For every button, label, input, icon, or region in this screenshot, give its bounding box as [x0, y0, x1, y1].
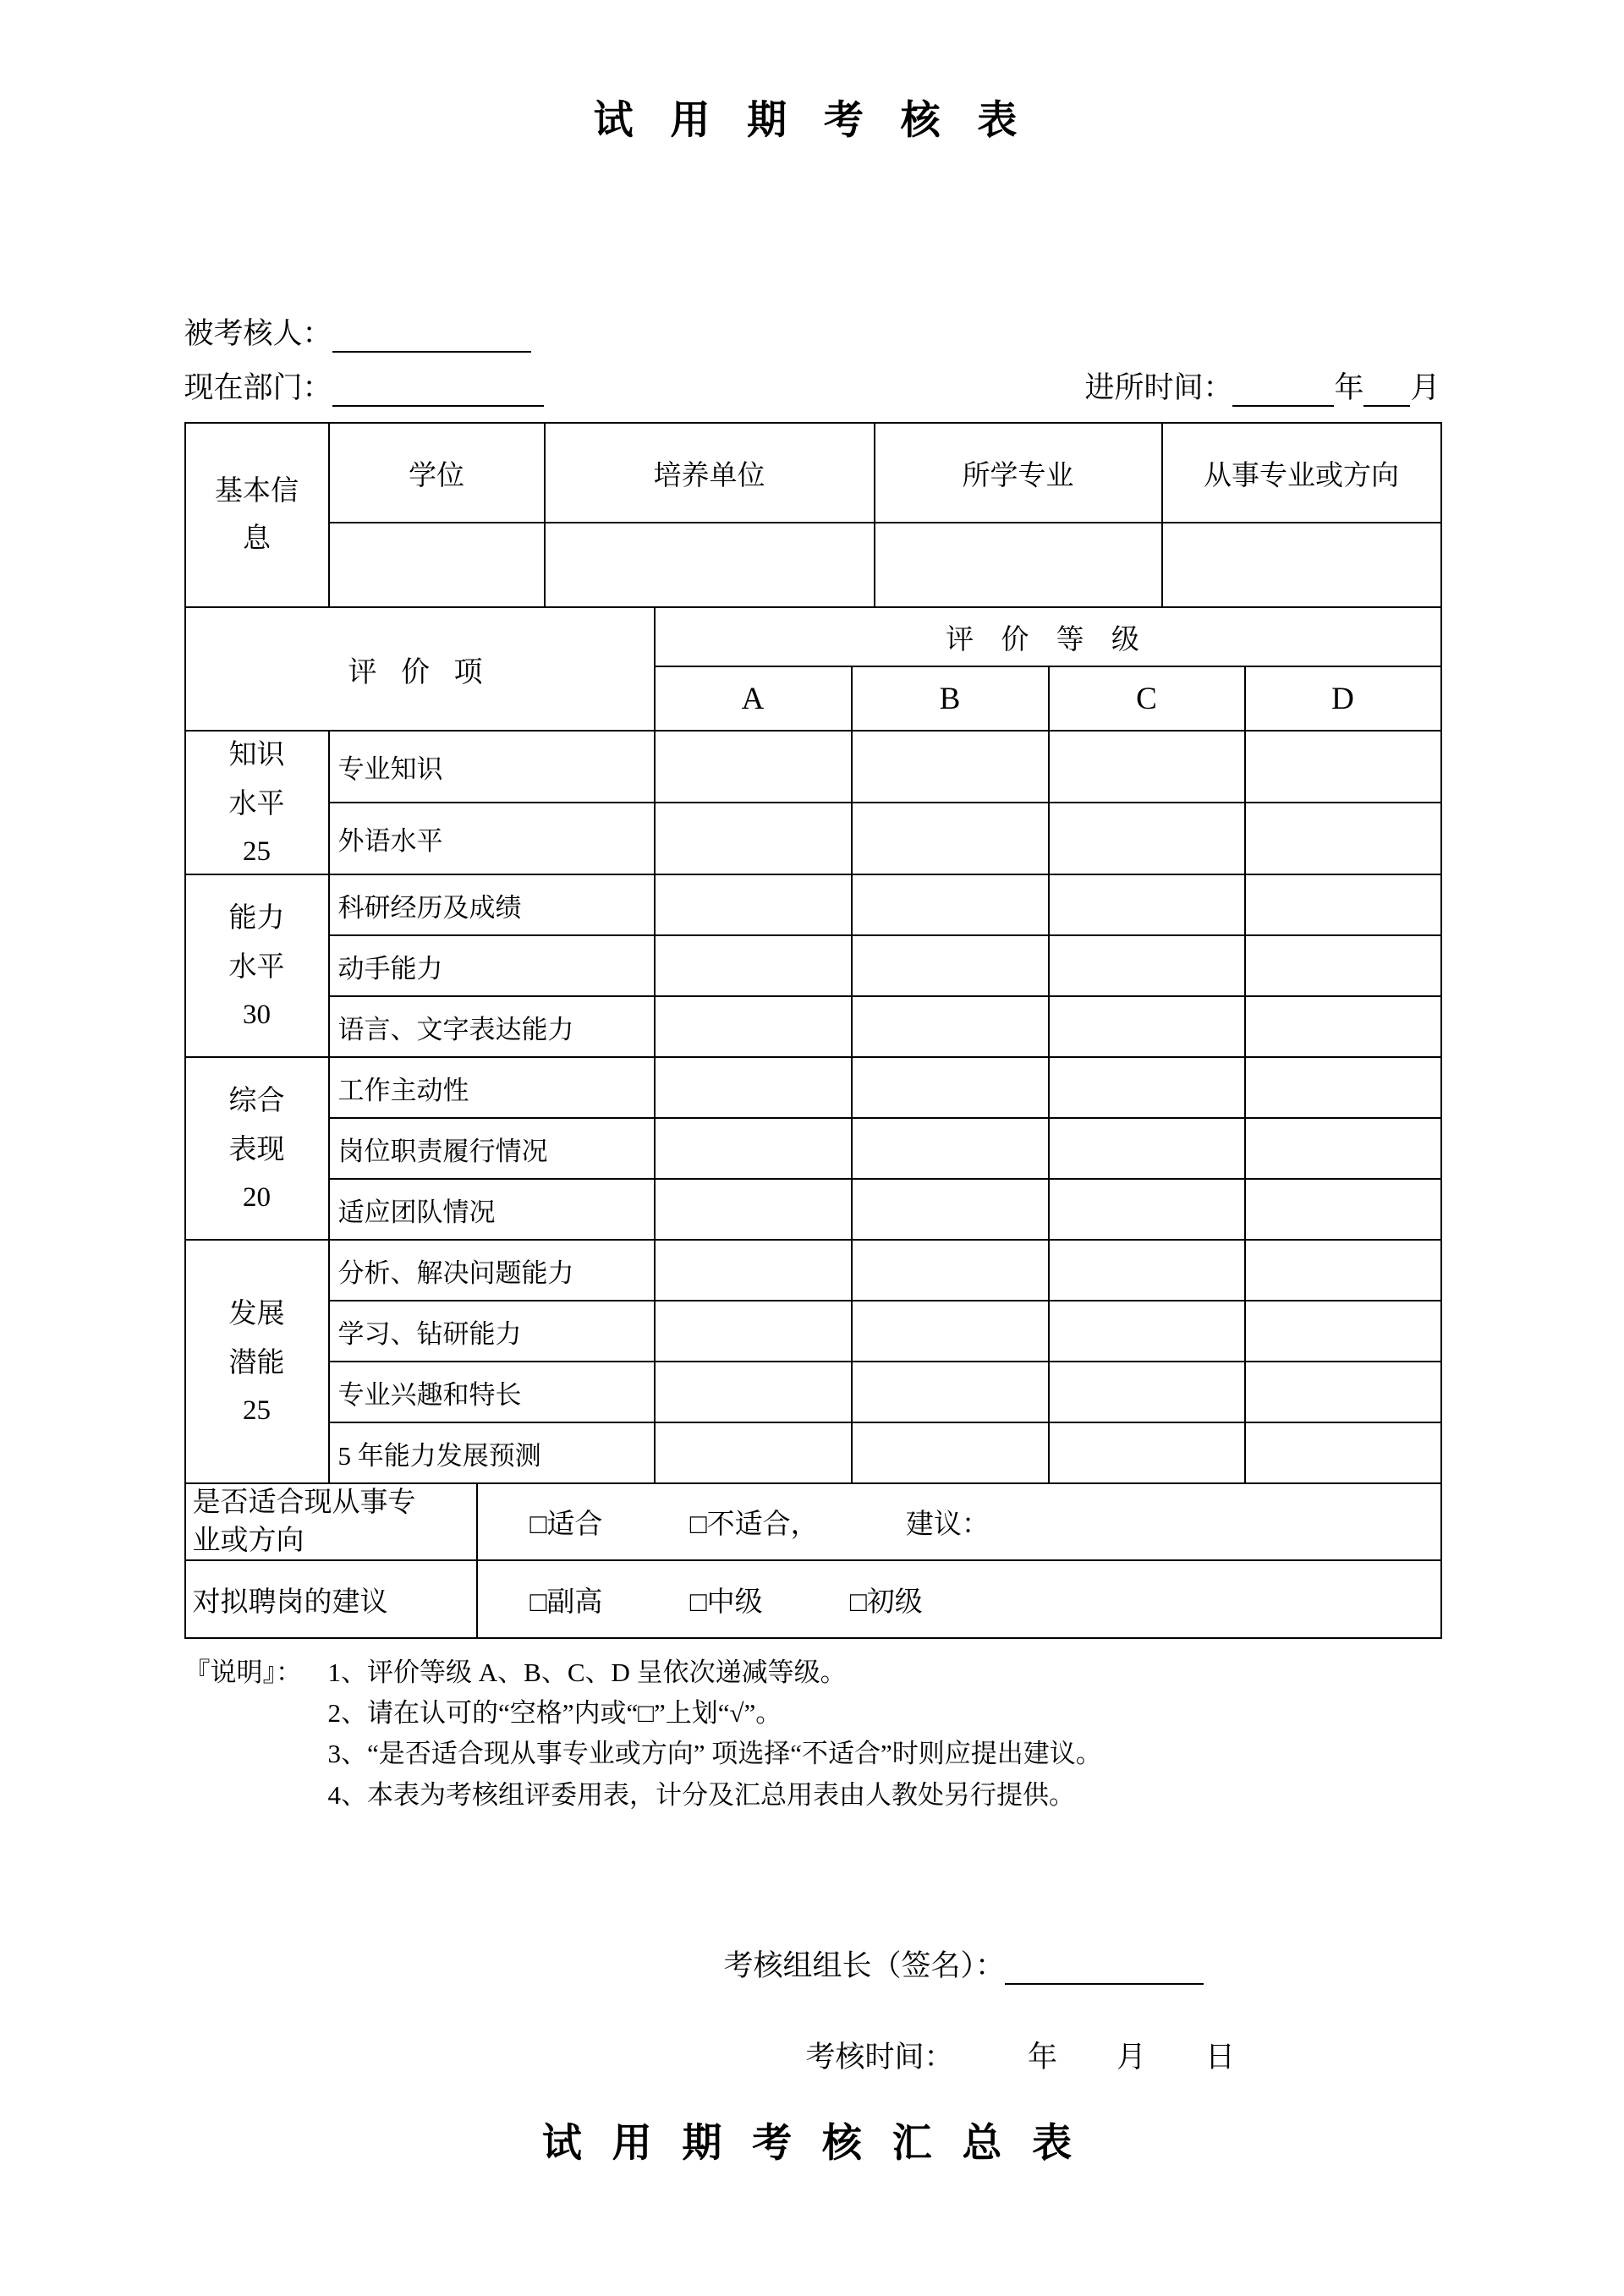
position-suggestion-label: 对拟聘岗的建议	[185, 1560, 477, 1638]
suitability-row	[185, 1483, 1441, 1560]
column-header-direction: 从事专业或方向	[1162, 423, 1441, 523]
rating-cell[interactable]	[1245, 874, 1441, 935]
eval-row	[185, 1301, 1441, 1362]
evaluation-table	[184, 606, 1442, 1484]
month-label: 月	[1410, 371, 1440, 404]
group-label-performance: 综合表现 20	[185, 1057, 329, 1240]
eval-row	[185, 1362, 1441, 1422]
checkbox-option-junior[interactable]: □初级	[849, 1586, 923, 1618]
rating-cell[interactable]	[655, 1362, 852, 1422]
rating-cell[interactable]	[852, 1179, 1049, 1240]
assessment-time-label: 考核时间： 年 月 日	[805, 2040, 1236, 2074]
leader-signature-label: 考核组组长（签名）：	[723, 1948, 1006, 1982]
position-options-cell	[477, 1560, 1441, 1638]
eval-item-label: 适应团队情况	[329, 1179, 655, 1240]
rating-cell[interactable]	[1049, 731, 1245, 803]
checkbox-option-suitable[interactable]: □适合	[529, 1510, 603, 1541]
column-header-major: 所学专业	[875, 423, 1162, 523]
rating-cell[interactable]	[852, 1362, 1049, 1422]
eval-item-label: 语言、文字表达能力	[329, 996, 655, 1057]
rating-cell[interactable]	[655, 935, 852, 996]
rating-cell[interactable]	[1245, 935, 1441, 996]
entry-year-blank-line[interactable]	[1232, 375, 1334, 407]
checkbox-option-unsuitable[interactable]: □不适合，	[689, 1510, 819, 1541]
eval-grade-header: 评 价 等 级	[655, 607, 1441, 666]
rating-cell[interactable]	[1245, 996, 1441, 1057]
basic-info-row-label: 基本信息	[185, 423, 329, 607]
rating-cell[interactable]	[852, 1301, 1049, 1362]
eval-item-header: 评 价 项	[185, 607, 655, 731]
rating-cell[interactable]	[852, 935, 1049, 996]
assessee-blank-line[interactable]	[332, 321, 531, 353]
column-header-training-unit: 培养单位	[545, 423, 875, 523]
basic-info-value-major[interactable]	[875, 523, 1162, 607]
entry-month-blank-line[interactable]	[1363, 375, 1410, 407]
rating-cell[interactable]	[1049, 1179, 1245, 1240]
group-label-ability: 能力水平 30	[185, 874, 329, 1057]
leader-signature-row	[184, 1943, 1440, 1985]
rating-cell[interactable]	[655, 1118, 852, 1179]
notes-section	[184, 1652, 1440, 1815]
notes-title: 『说明』：	[184, 1658, 302, 1688]
rating-cell[interactable]	[1245, 1301, 1441, 1362]
checkbox-option-senior[interactable]: □副高	[529, 1586, 603, 1618]
rating-cell[interactable]	[1049, 1301, 1245, 1362]
evaluation-header-row	[185, 607, 1441, 666]
assessee-row	[184, 310, 1440, 353]
basic-info-value-training-unit[interactable]	[545, 523, 875, 607]
rating-cell[interactable]	[655, 1179, 852, 1240]
entry-time-label: 进所时间：	[1084, 371, 1233, 404]
rating-cell[interactable]	[852, 1422, 1049, 1483]
rating-cell[interactable]	[1049, 1057, 1245, 1118]
eval-item-label: 动手能力	[329, 935, 655, 996]
column-header-degree: 学位	[329, 423, 545, 523]
rating-cell[interactable]	[1049, 803, 1245, 874]
rating-cell[interactable]	[1049, 1422, 1245, 1483]
department-label: 现在部门：	[184, 371, 332, 404]
eval-row	[185, 731, 1441, 803]
document-page	[184, 0, 1440, 2168]
position-suggestion-row	[185, 1560, 1441, 1638]
rating-cell[interactable]	[852, 874, 1049, 935]
eval-row	[185, 803, 1441, 874]
eval-item-label: 科研经历及成绩	[329, 874, 655, 935]
assessment-time-row	[184, 2034, 1440, 2076]
page-title: 试 用 期 考 核 表	[593, 99, 1031, 143]
eval-row	[185, 1179, 1441, 1240]
note-item: 2、请在认可的“空格”内或“□”上划“√”。	[327, 1698, 782, 1729]
rating-cell[interactable]	[655, 803, 852, 874]
assessee-label: 被考核人：	[184, 317, 332, 350]
rating-cell[interactable]	[655, 1301, 852, 1362]
note-item: 4、本表为考核组评委用表，计分及汇总用表由人教处另行提供。	[327, 1779, 1075, 1810]
rating-cell[interactable]	[1245, 1118, 1441, 1179]
group-label-knowledge: 知识水平 25	[185, 731, 329, 874]
eval-item-label: 分析、解决问题能力	[329, 1240, 655, 1301]
rating-cell[interactable]	[655, 1240, 852, 1301]
rating-cell[interactable]	[1049, 996, 1245, 1057]
suitability-label: 是否适合现从事专业或方向	[185, 1483, 477, 1560]
eval-item-label: 专业兴趣和特长	[329, 1362, 655, 1422]
rating-cell[interactable]	[1049, 1240, 1245, 1301]
note-item: 1、评价等级 A、B、C、D 呈依次递减等级。	[327, 1658, 847, 1688]
eval-item-label: 学习、钻研能力	[329, 1301, 655, 1362]
rating-cell[interactable]	[1049, 874, 1245, 935]
eval-row	[185, 874, 1441, 935]
eval-item-label: 外语水平	[329, 803, 655, 874]
grade-col-header-d: D	[1245, 666, 1441, 731]
basic-info-value-direction[interactable]	[1162, 523, 1441, 607]
eval-item-label: 岗位职责履行情况	[329, 1118, 655, 1179]
rating-cell[interactable]	[655, 874, 852, 935]
rating-cell[interactable]	[852, 996, 1049, 1057]
eval-row	[185, 1118, 1441, 1179]
basic-info-table	[184, 422, 1442, 608]
rating-cell[interactable]	[655, 731, 852, 803]
rating-cell[interactable]	[1245, 803, 1441, 874]
notes-items	[328, 1652, 1102, 1815]
rating-cell[interactable]	[852, 1057, 1049, 1118]
rating-cell[interactable]	[1245, 1179, 1441, 1240]
note-item: 3、“是否适合现从事专业或方向” 项选择“不适合”时则应提出建议。	[327, 1739, 1102, 1769]
grade-col-header-a: A	[655, 666, 852, 731]
rating-cell[interactable]	[1049, 1118, 1245, 1179]
basic-info-value-degree[interactable]	[329, 523, 545, 607]
rating-cell[interactable]	[655, 1057, 852, 1118]
eval-item-label: 5 年能力发展预测	[329, 1422, 655, 1483]
signature-blank-line[interactable]	[1005, 1954, 1204, 1985]
rating-cell[interactable]	[1245, 1057, 1441, 1118]
eval-row	[185, 1422, 1441, 1483]
rating-cell[interactable]	[852, 1118, 1049, 1179]
department-group	[184, 364, 544, 407]
eval-row	[185, 996, 1441, 1057]
rating-cell[interactable]	[655, 1422, 852, 1483]
checkbox-option-intermediate[interactable]: □中级	[689, 1586, 763, 1618]
entry-time-group	[1084, 364, 1440, 407]
rating-cell[interactable]	[852, 803, 1049, 874]
header-fields	[184, 310, 1440, 407]
grade-col-header-c: C	[1049, 666, 1245, 731]
suggestion-table	[184, 1482, 1442, 1639]
department-blank-line[interactable]	[332, 375, 544, 407]
eval-item-label: 工作主动性	[329, 1057, 655, 1118]
rating-cell[interactable]	[1245, 731, 1441, 803]
suggestion-suffix-label: 建议：	[905, 1510, 990, 1541]
rating-cell[interactable]	[852, 731, 1049, 803]
rating-cell[interactable]	[1245, 1240, 1441, 1301]
group-label-potential: 发展潜能 25	[185, 1240, 329, 1483]
rating-cell[interactable]	[655, 996, 852, 1057]
year-label: 年	[1334, 371, 1364, 404]
eval-row	[185, 1057, 1441, 1118]
eval-row	[185, 935, 1441, 996]
basic-info-header-row	[185, 423, 1441, 523]
eval-item-label: 专业知识	[329, 731, 655, 803]
rating-cell[interactable]	[1245, 1362, 1441, 1422]
summary-page-title: 试 用 期 考 核 汇 总 表	[541, 2121, 1083, 2166]
department-entry-row	[184, 364, 1440, 407]
rating-cell[interactable]	[1245, 1422, 1441, 1483]
rating-cell[interactable]	[852, 1240, 1049, 1301]
basic-info-value-row	[185, 523, 1441, 607]
eval-row	[185, 1240, 1441, 1301]
suitability-options-cell	[477, 1483, 1441, 1560]
grade-col-header-b: B	[852, 666, 1049, 731]
rating-cell[interactable]	[1049, 935, 1245, 996]
rating-cell[interactable]	[1049, 1362, 1245, 1422]
